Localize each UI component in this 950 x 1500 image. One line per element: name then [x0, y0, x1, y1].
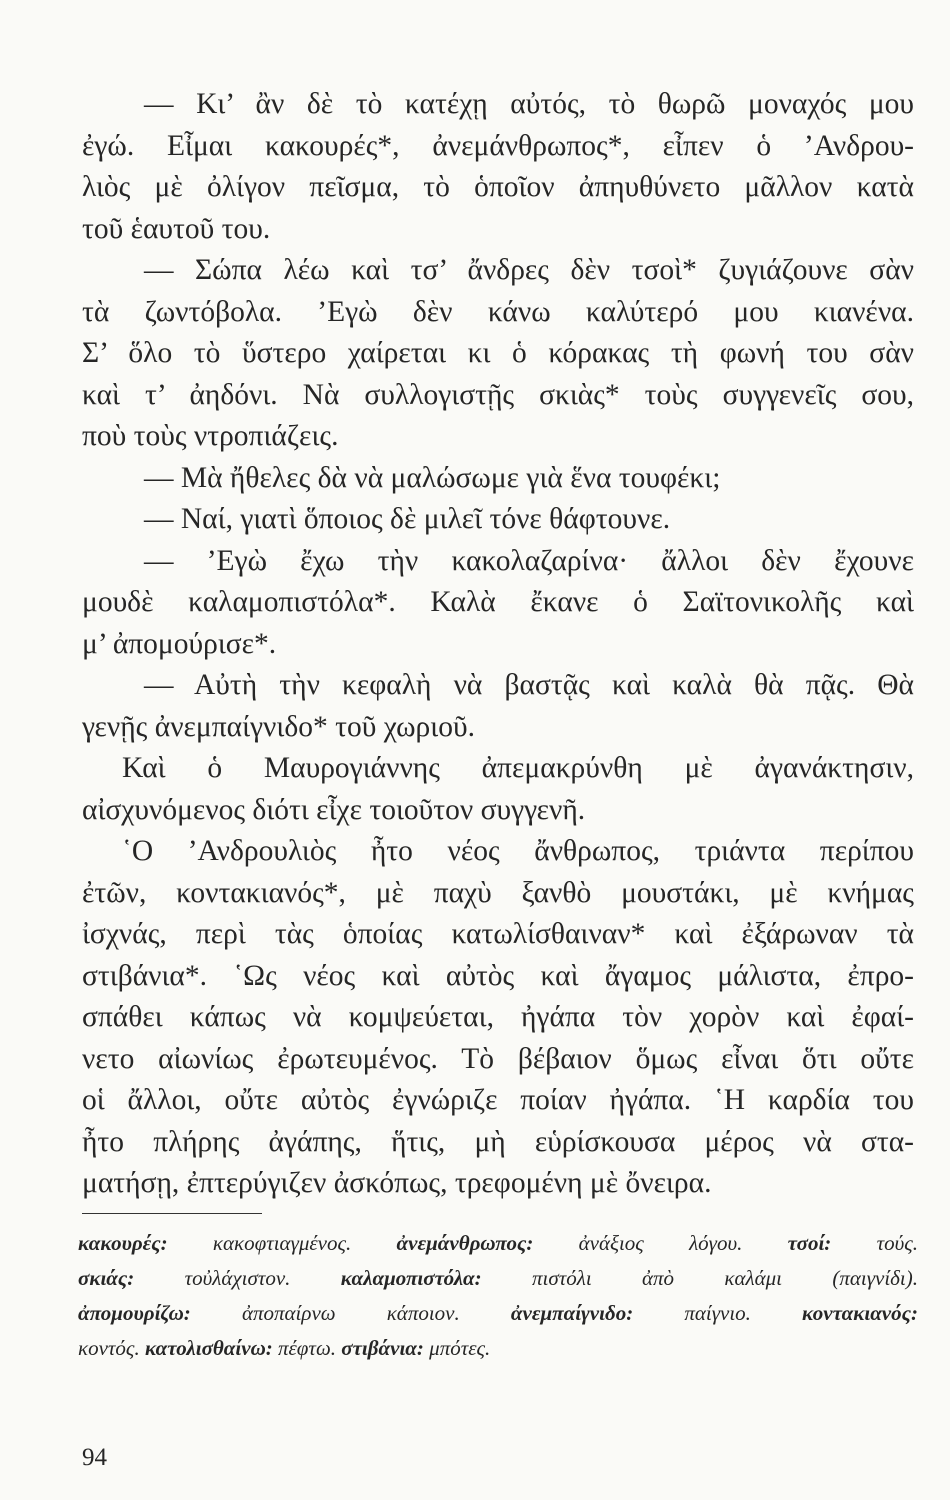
footnotes: [78, 1226, 918, 1366]
text-line: ἐτῶν, κοντακιανός*, μὲ παχὺ ξανθὸ μουστάκι, μὲ κνήμας: [82, 876, 914, 909]
text-line: τὰ ζωντόβολα. ’Εγὼ δὲν κάνω καλύτερό μου κιανένα.: [82, 295, 914, 328]
footnote-line: [78, 1261, 918, 1296]
footnote-definition: πέφτω.: [278, 1336, 337, 1360]
footnote-definition: ἀποπαίρνω κάποιον.: [241, 1301, 460, 1325]
text-line: ποὺ τοὺς ντροπιάζεις.: [82, 420, 339, 452]
text-line: λιὸς μὲ ὀλίγον πεῖσμα, τὸ ὁποῖον ἀπηυθύνετο μᾶλλον κατὰ: [82, 171, 914, 203]
text-line: — Σώπα λέω καὶ τσ’ ἄνδρες δὲν τσοὶ* ζυγιάζουνε σὰν: [144, 254, 914, 286]
text-line: — Κι’ ἂν δὲ τὸ κατέχῃ αὐτός, τὸ θωρῶ μοναχός μου: [144, 88, 914, 120]
text-line: αἰσχυνόμενος διότι εἶχε τοιοῦτον συγγενῆ.: [82, 793, 586, 826]
footnote-term: σκιάς:: [78, 1266, 135, 1290]
text-line: Σ’ ὅλο τὸ ὕστερο χαίρεται κι ὁ κόρακας τὴ φωνή του σὰν: [82, 337, 914, 369]
footnote-term: τσοί:: [787, 1231, 832, 1255]
footnote-separator: [82, 1213, 262, 1214]
footnote-definition: τοὐλάχιστον.: [184, 1266, 291, 1290]
footnote-definition: τούς.: [876, 1231, 918, 1255]
footnote-definition: παίγνιο.: [684, 1301, 751, 1325]
main-text: [82, 84, 914, 1205]
footnote-definition: κακοφτιαγμένος.: [212, 1231, 352, 1255]
text-line: — Ναί, γιατὶ ὅποιος δὲ μιλεῖ τόνε θάφτουνε.: [144, 503, 671, 535]
text-line: ἰσχνάς, περὶ τὰς ὁποίας κατωλίσθαιναν* καὶ ἐξάρωναν τὰ: [82, 918, 914, 950]
text-line: νετο αἰωνίως ἐρωτευμένος. Τὸ βέβαιον ὅμως εἶναι ὅτι οὔτε: [82, 1042, 914, 1075]
text-line: καὶ τ’ ἀηδόνι. Νὰ συλλογιστῇς σκιὰς* τοὺς συγγενεῖς σου,: [82, 378, 914, 411]
footnote-line: [78, 1226, 918, 1261]
text-line: ἐγώ. Εἶμαι κακουρές*, ἀνεμάνθρωπος*, εἶπεν ὁ ’Ανδρου-: [82, 129, 914, 162]
text-line: — Αὐτὴ τὴν κεφαλὴ νὰ βαστᾷς καὶ καλὰ θὰ πᾷς. Θὰ: [144, 669, 914, 701]
footnote-line: [78, 1296, 918, 1331]
footnote-definition: κοντός.: [78, 1336, 140, 1360]
footnote-line: [78, 1331, 918, 1366]
text-line: ματήσῃ, ἐπτερύγιζεν ἀσκόπως, τρεφομένη μὲ ὄνειρα.: [82, 1167, 712, 1199]
text-line: ῾Ο ’Ανδρουλιὸς ἦτο νέος ἄνθρωπος, τριάντα περίπου: [122, 835, 914, 867]
text-line: γενῇς ἀνεμπαίγνιδο* τοῦ χωριοῦ.: [82, 710, 475, 743]
text-line: ἦτο πλήρης ἀγάπης, ἥτις, μὴ εὑρίσκουσα μέρος νὰ στα-: [82, 1125, 914, 1158]
footnote-term: ἀπομουρίζω:: [78, 1301, 191, 1325]
text-line: σπάθει κάπως νὰ κομψεύεται, ἠγάπα τὸν χορὸν καὶ ἐφαί-: [82, 1001, 914, 1033]
footnote-term: καλαμοπιστόλα:: [340, 1266, 482, 1290]
text-line: — ’Εγὼ ἔχω τὴν κακολαζαρίνα· ἄλλοι δὲν ἔχουνε: [144, 544, 914, 577]
text-line: μουδὲ καλαμοπιστόλα*. Καλὰ ἔκανε ὁ Σαϊτονικολῆς καὶ: [82, 586, 914, 618]
footnote-term: κοντακιανός:: [802, 1301, 918, 1325]
footnote-definition: μπότες.: [429, 1336, 491, 1360]
text-line: οἱ ἄλλοι, οὔτε αὐτὸς ἐγνώριζε ποίαν ἠγάπα. ῾Η καρδία του: [82, 1084, 914, 1116]
footnote-term: κακουρές:: [78, 1231, 168, 1255]
footnote-definition: πιστόλι ἀπὸ καλάμι (παιγνίδι).: [532, 1266, 919, 1290]
text-line: Καὶ ὁ Μαυρογιάννης ἀπεμακρύνθη μὲ ἀγανάκτησιν,: [122, 752, 914, 784]
footnote-term: κατολισθαίνω:: [144, 1336, 273, 1360]
text-line: — Μὰ ἤθελες δὰ νὰ μαλώσωμε γιὰ ἕνα τουφέκι;: [144, 461, 721, 494]
text-line: στιβάνια*. ῾Ως νέος καὶ αὐτὸς καὶ ἄγαμος μάλιστα, ἐπρο-: [82, 959, 914, 992]
text-line: τοῦ ἑαυτοῦ του.: [82, 212, 271, 245]
footnote-term: ἀνεμπαίγνιδο:: [510, 1301, 634, 1325]
footnote-definition: ἀνάξιος λόγου.: [578, 1231, 743, 1255]
footnote-term: ἀνεμάνθρωπος:: [396, 1231, 534, 1255]
text-line: μ’ ἀπομούρισε*.: [82, 627, 277, 660]
footnote-term: στιβάνια:: [341, 1336, 424, 1360]
page-number: 94: [82, 1444, 107, 1471]
